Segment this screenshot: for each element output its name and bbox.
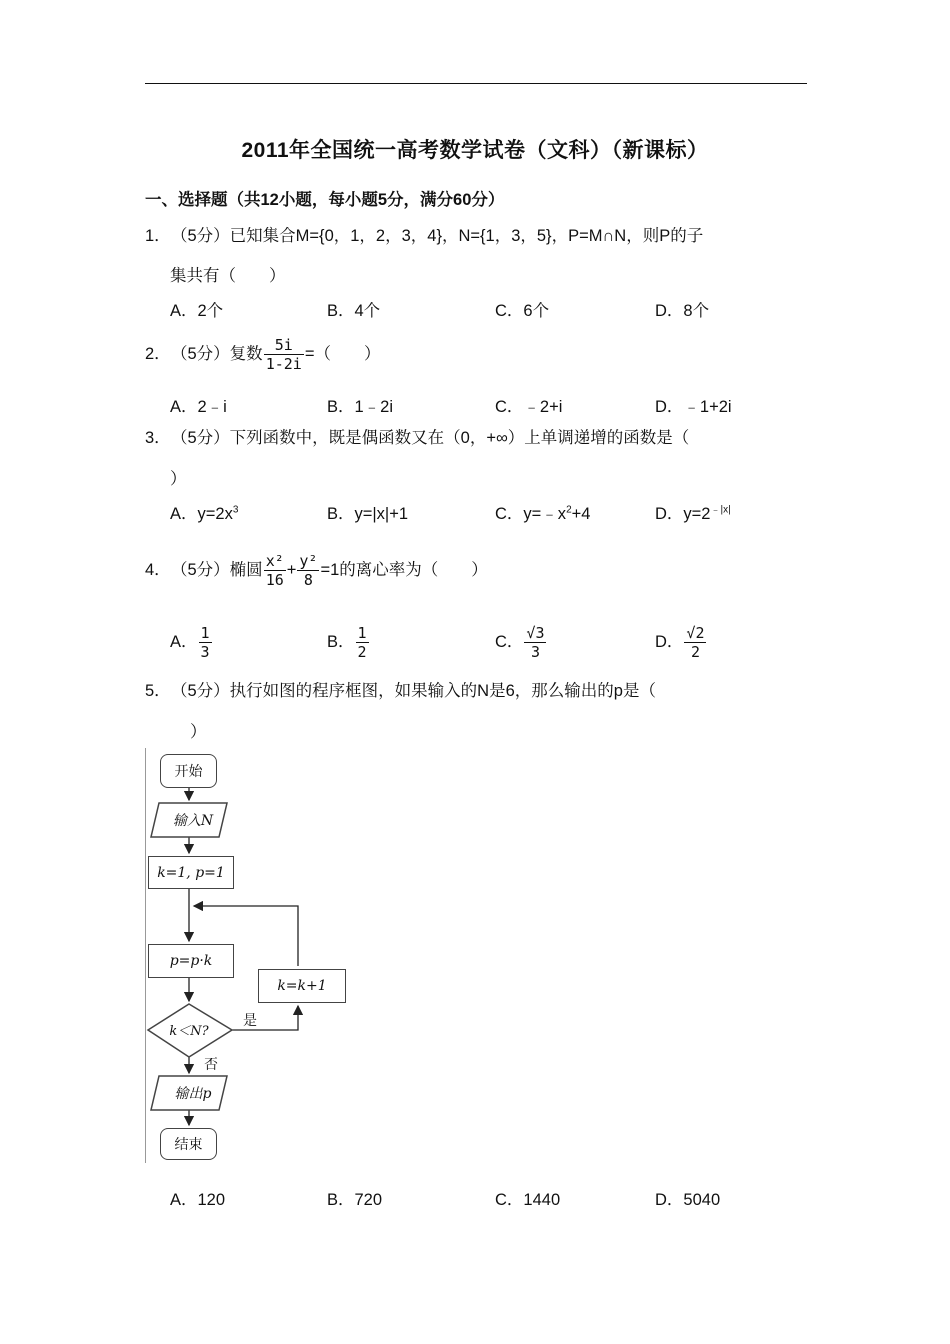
question-text: （5分）复数 — [171, 345, 263, 363]
option-d[interactable]: D．﹣1+2i — [655, 398, 732, 416]
option-label: A． — [170, 633, 198, 651]
option-a[interactable] — [170, 620, 213, 664]
question-text: （5分）下列函数中，既是偶函数又在（0，+∞）上单调递增的函数是（ — [171, 429, 690, 447]
option-text: C．y=﹣x — [495, 505, 567, 523]
question-text-tail: =1的离心率为（ ） — [320, 561, 488, 579]
question-5-continuation: ） — [190, 723, 207, 741]
option-b[interactable]: B．1﹣2i — [327, 398, 394, 416]
option-c[interactable]: C．6个 — [495, 302, 550, 320]
fraction — [684, 624, 706, 661]
flowchart-no-label: 否 — [204, 1056, 218, 1072]
option-text: D．y=2 — [655, 505, 711, 523]
flowchart-step: p=p·k — [148, 944, 234, 978]
denominator: 8 — [303, 571, 313, 590]
question-number: 1． — [145, 227, 171, 245]
option-a[interactable] — [170, 500, 238, 524]
option-a[interactable]: A．120 — [170, 1191, 226, 1209]
question-text: （5分）已知集合M={0，1，2，3，4}，N={1，3，5}，P=M∩N，则P的子 — [171, 227, 704, 245]
fraction — [524, 624, 546, 661]
question-text: （5分）椭圆 — [171, 561, 263, 579]
question-number: 3． — [145, 429, 171, 447]
option-a[interactable]: A．2﹣i — [170, 398, 227, 416]
option-b[interactable]: B．720 — [327, 1191, 383, 1209]
option-c[interactable] — [495, 500, 590, 524]
plus-sign: + — [286, 561, 297, 579]
exponent: ﹣|x| — [710, 504, 731, 516]
option-d[interactable] — [655, 620, 707, 664]
numerator: 5i — [264, 336, 304, 355]
flowchart-init: k=1, p=1 — [148, 856, 234, 889]
flowchart-start: 开始 — [160, 754, 217, 788]
question-number: 4． — [145, 561, 171, 579]
option-b[interactable] — [327, 620, 370, 664]
option-d[interactable] — [655, 500, 731, 524]
question-5 — [145, 681, 656, 701]
fraction — [199, 624, 212, 661]
numerator: x² — [265, 552, 284, 571]
question-1-continuation: 集共有（ ） — [170, 267, 286, 285]
option-d[interactable]: D．5040 — [655, 1191, 721, 1209]
option-d[interactable]: D．8个 — [655, 302, 710, 320]
flowchart-input: 输入N — [172, 813, 214, 829]
question-4 — [145, 548, 488, 592]
denominator: 2 — [357, 643, 367, 662]
option-a[interactable]: A．2个 — [170, 302, 224, 320]
option-c[interactable]: C．1440 — [495, 1191, 561, 1209]
option-text-tail: +4 — [571, 505, 591, 523]
flowchart-condition: k＜N? — [169, 1024, 209, 1039]
flowchart-end: 结束 — [160, 1128, 217, 1160]
fraction — [356, 624, 369, 661]
question-text-tail: =（ ） — [304, 345, 381, 363]
question-2 — [145, 334, 380, 374]
flowchart — [145, 748, 355, 1163]
option-c[interactable]: C．﹣2+i — [495, 398, 563, 416]
exponent: 3 — [232, 504, 239, 516]
option-text: A．y=2x — [170, 505, 233, 523]
denominator: 3 — [200, 643, 210, 662]
fraction-y — [297, 552, 319, 589]
section-heading: 一、选择题（共12小题，每小题5分，满分60分） — [145, 191, 505, 209]
option-b[interactable]: B．y=|x|+1 — [327, 505, 409, 523]
option-c[interactable] — [495, 620, 547, 664]
flowchart-yes-label: 是 — [243, 1012, 257, 1028]
question-3 — [145, 428, 689, 448]
header-rule — [145, 83, 807, 84]
question-number: 2． — [145, 345, 171, 363]
question-number: 5． — [145, 682, 171, 700]
exponent: 2 — [566, 504, 572, 516]
numerator: √2 — [686, 624, 705, 643]
flowchart-increment: k=k+1 — [258, 969, 346, 1003]
question-3-continuation: ） — [170, 470, 187, 488]
page-title: 2011年全国统一高考数学试卷（文科）（新课标） — [241, 139, 709, 162]
option-b[interactable]: B．4个 — [327, 302, 381, 320]
fraction-x — [264, 552, 286, 589]
numerator: 1 — [357, 624, 367, 643]
numerator: 1 — [200, 624, 210, 643]
question-text: （5分）执行如图的程序框图，如果输入的N是6，那么输出的p是（ — [171, 682, 656, 700]
denominator: 3 — [530, 643, 540, 662]
option-label: D． — [655, 633, 684, 651]
denominator: 2 — [690, 643, 700, 662]
denominator: 1-2i — [265, 355, 302, 374]
fraction — [264, 336, 304, 373]
denominator: 16 — [265, 571, 284, 590]
option-label: B． — [327, 633, 355, 651]
numerator: √3 — [526, 624, 545, 643]
option-label: C． — [495, 633, 524, 651]
question-1 — [145, 226, 703, 246]
numerator: y² — [299, 552, 318, 571]
flowchart-output: 输出p — [174, 1086, 212, 1102]
